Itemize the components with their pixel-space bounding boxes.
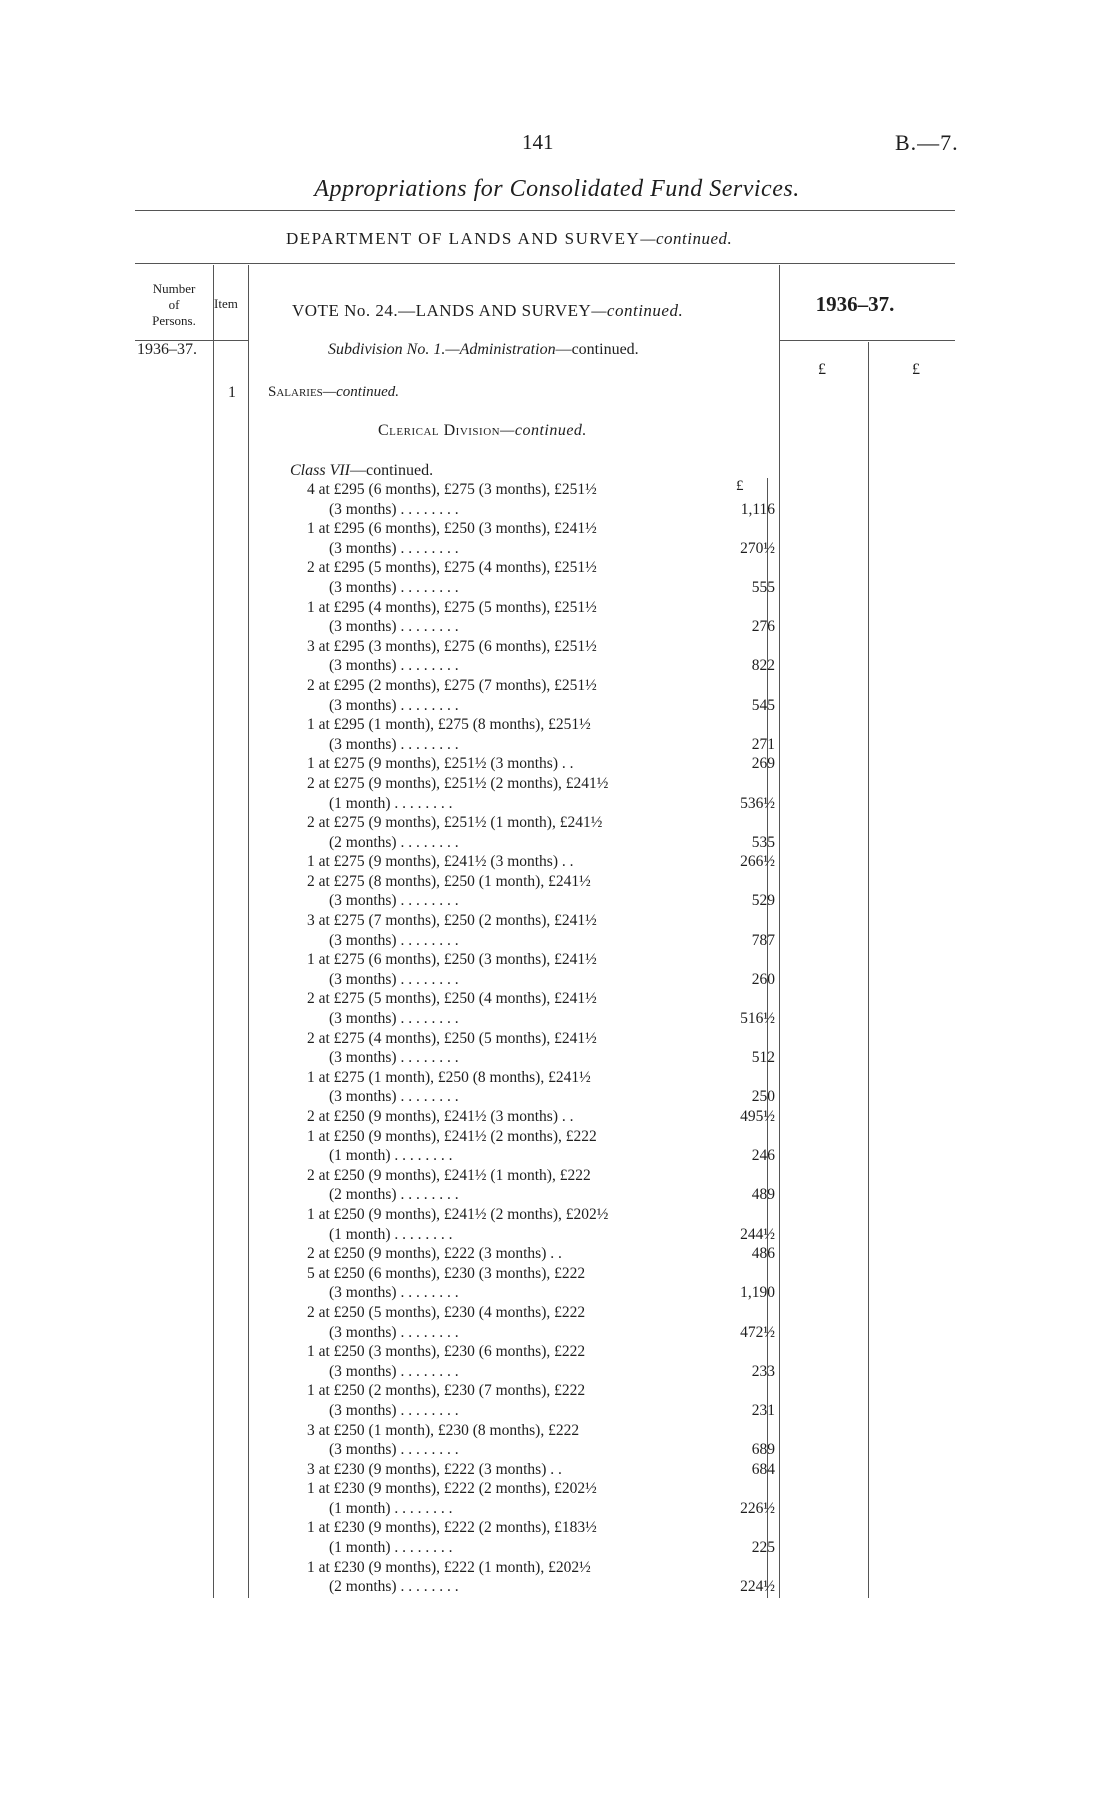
entry-description: 3 at £250 (1 month), £230 (8 months), £222: [307, 1421, 580, 1439]
entry-amount: 684: [751, 1460, 775, 1478]
entry-description-continued: (1 month) . . . . . . . .: [329, 794, 453, 812]
salary-entry: [307, 1303, 797, 1342]
page-number: 141: [522, 130, 554, 154]
persons-header-line: Number: [152, 281, 196, 296]
salary-entry: [307, 1342, 797, 1381]
entry-description: 1 at £250 (9 months), £241½ (2 months), £202½: [307, 1205, 609, 1223]
class-label: Class VII: [290, 462, 350, 479]
class-heading: [290, 462, 433, 480]
entry-description: 2 at £275 (5 months), £250 (4 months), £241½: [307, 990, 597, 1008]
entry-amount: 512: [751, 1049, 775, 1067]
entry-description: 1 at £250 (3 months), £230 (6 months), £222: [307, 1343, 586, 1361]
entry-description: 3 at £295 (3 months), £275 (6 months), £251½: [307, 637, 597, 655]
salary-entry: [307, 715, 797, 754]
entry-description: 1 at £275 (9 months), £241½ (3 months) . .: [307, 853, 574, 871]
entry-amount: 270½: [740, 539, 775, 557]
entry-amount: 244½: [740, 1225, 775, 1243]
salary-entry: [307, 637, 797, 676]
entry-description: 2 at £250 (5 months), £230 (4 months), £222: [307, 1303, 586, 1321]
salary-entry: [307, 1205, 797, 1244]
salary-entry: [307, 1068, 797, 1107]
title-rule: [135, 210, 955, 211]
entry-amount: 260: [751, 970, 775, 988]
salary-entry: [307, 1558, 797, 1597]
entry-amount: 489: [751, 1186, 775, 1204]
vote-heading: [292, 301, 683, 321]
entry-description: 1 at £230 (9 months), £222 (1 month), £202½: [307, 1558, 591, 1576]
entry-description-continued: (3 months) . . . . . . . .: [329, 931, 459, 949]
salary-entry: [307, 1421, 797, 1460]
entry-description-continued: (1 month) . . . . . . . .: [329, 1539, 453, 1557]
entry-description-continued: (3 months) . . . . . . . .: [329, 1049, 459, 1067]
salary-entry: [307, 852, 797, 872]
salary-entry: [307, 911, 797, 950]
entry-amount: 224½: [740, 1578, 775, 1596]
salary-entry: [307, 1244, 797, 1264]
entry-amount: 269: [751, 755, 775, 773]
salary-entry: [307, 519, 797, 558]
entry-description: 2 at £275 (9 months), £251½ (2 months), £241½: [307, 774, 609, 792]
entry-description-continued: (3 months) . . . . . . . .: [329, 657, 459, 675]
entry-description-continued: (1 month) . . . . . . . .: [329, 1147, 453, 1165]
salary-entry: [307, 1029, 797, 1068]
entry-description-continued: (3 months) . . . . . . . .: [329, 1362, 459, 1380]
entry-amount: 276: [751, 618, 775, 636]
salary-entry: [307, 558, 797, 597]
entry-amount: 1,190: [740, 1284, 775, 1302]
entry-amount: 472½: [740, 1323, 775, 1341]
salary-entry: [307, 774, 797, 813]
item-column-header: Item: [214, 296, 238, 311]
entry-description: 2 at £250 (9 months), £241½ (1 month), £222: [307, 1166, 591, 1184]
entry-description-continued: (3 months) . . . . . . . .: [329, 578, 459, 596]
entry-description: 1 at £250 (9 months), £241½ (2 months), £222: [307, 1127, 597, 1145]
vote-title: VOTE No. 24.—LANDS AND SURVEY: [292, 301, 592, 320]
salary-entry: [307, 989, 797, 1028]
entry-description-continued: (3 months) . . . . . . . .: [329, 970, 459, 988]
entry-description-continued: (3 months) . . . . . . . .: [329, 696, 459, 714]
entry-amount: 250: [751, 1088, 775, 1106]
entry-description: 1 at £230 (9 months), £222 (2 months), £183½: [307, 1519, 597, 1537]
salary-entry: [307, 1479, 797, 1518]
class-suffix: —continued.: [350, 462, 434, 479]
entry-amount: 266½: [740, 853, 775, 871]
entry-description-continued: (3 months) . . . . . . . .: [329, 618, 459, 636]
salary-entry: [307, 1460, 797, 1480]
entry-description-continued: (3 months) . . . . . . . .: [329, 735, 459, 753]
subdivision-heading: [328, 341, 639, 359]
entry-description: 1 at £275 (9 months), £251½ (3 months) . .: [307, 755, 574, 773]
entry-description-continued: (2 months) . . . . . . . .: [329, 1186, 459, 1204]
entry-amount: 246: [751, 1147, 775, 1165]
salary-entry: [307, 480, 797, 519]
persons-column-divider: [213, 265, 214, 1598]
entry-description: 2 at £275 (8 months), £250 (1 month), £241½: [307, 872, 591, 890]
entry-description: 2 at £295 (2 months), £275 (7 months), £251½: [307, 676, 597, 694]
item-header-rule: [213, 340, 248, 341]
entry-description: 2 at £250 (9 months), £241½ (3 months) . .: [307, 1108, 574, 1125]
entry-description-continued: (2 months) . . . . . . . .: [329, 1578, 459, 1596]
item-suffix: —continued.: [322, 384, 400, 400]
entry-description: 1 at £275 (1 month), £250 (8 months), £241½: [307, 1068, 591, 1086]
subdivision-suffix: —continued.: [555, 341, 639, 358]
persons-header-line: Persons.: [152, 313, 196, 328]
entry-amount: 545: [751, 696, 775, 714]
entry-description: 4 at £295 (6 months), £275 (3 months), £251½: [307, 481, 597, 498]
salary-entry: [307, 1127, 797, 1166]
entry-description: 3 at £275 (7 months), £250 (2 months), £241½: [307, 912, 597, 930]
entry-description: 2 at £250 (9 months), £222 (3 months) . .: [307, 1245, 562, 1263]
department-suffix: —continued.: [640, 229, 733, 248]
division-label: Clerical Division: [378, 422, 501, 439]
entry-description: 3 at £230 (9 months), £222 (3 months) . .: [307, 1460, 562, 1478]
entry-amount: 555: [751, 578, 775, 596]
entry-description: 1 at £275 (6 months), £250 (3 months), £241½: [307, 951, 597, 969]
item-label: Salaries: [268, 384, 323, 400]
vote-suffix: —continued.: [591, 301, 684, 320]
persons-year-label: 1936–37.: [137, 341, 197, 358]
entry-amount: 231: [751, 1401, 775, 1419]
entry-description-continued: (3 months) . . . . . . . .: [329, 1010, 459, 1028]
salary-entry: [307, 598, 797, 637]
entry-description: 2 at £275 (9 months), £251½ (1 month), £241½: [307, 814, 603, 832]
entry-description: 2 at £275 (4 months), £250 (5 months), £241½: [307, 1029, 597, 1047]
currency-symbol-1: £: [818, 361, 826, 378]
entry-amount: 271: [751, 735, 775, 753]
entry-amount: 822: [751, 657, 775, 675]
entry-description-continued: (3 months) . . . . . . . .: [329, 1284, 459, 1302]
entry-description-continued: (1 month) . . . . . . . .: [329, 1499, 453, 1517]
item-column-divider: [248, 265, 249, 1598]
department-heading: [286, 229, 732, 249]
entry-amount: 535: [751, 833, 775, 851]
entry-description-continued: (3 months) . . . . . . . .: [329, 500, 459, 518]
entry-amount: 495½: [740, 1108, 775, 1125]
entry-description-continued: (3 months) . . . . . . . .: [329, 1323, 459, 1341]
salary-entry: [307, 1107, 797, 1127]
entry-description-continued: (3 months) . . . . . . . .: [329, 1441, 459, 1459]
salary-entry: [307, 813, 797, 852]
entry-amount: 233: [751, 1362, 775, 1380]
entry-description-continued: (3 months) . . . . . . . .: [329, 539, 459, 557]
salary-entry: [307, 1166, 797, 1205]
amount-column-divider: [868, 342, 869, 1598]
salary-entry: [307, 754, 797, 774]
document-reference: B.—7.: [895, 130, 959, 155]
amount-header-rule: [780, 340, 955, 341]
entry-amount: 787: [751, 931, 775, 949]
salary-entry: [307, 872, 797, 911]
entry-description: 1 at £230 (9 months), £222 (2 months), £202½: [307, 1480, 597, 1498]
page-title: Appropriations for Consolidated Fund Services.: [314, 176, 800, 202]
entry-description: 1 at £250 (2 months), £230 (7 months), £222: [307, 1382, 586, 1400]
entry-description-continued: (2 months) . . . . . . . .: [329, 833, 459, 851]
entry-amount: 486: [751, 1245, 775, 1263]
entry-description-continued: (1 month) . . . . . . . .: [329, 1225, 453, 1243]
entry-description: 5 at £250 (6 months), £230 (3 months), £222: [307, 1264, 586, 1282]
entry-amount: 225: [751, 1539, 775, 1557]
table-top-rule: [135, 263, 955, 264]
department-name: DEPARTMENT OF LANDS AND SURVEY: [286, 229, 641, 248]
salary-entry: [307, 950, 797, 989]
item-heading: [268, 384, 399, 401]
entry-amount: 536½: [740, 794, 775, 812]
entry-description: 2 at £295 (5 months), £275 (4 months), £251½: [307, 559, 597, 577]
salary-entries-list: [307, 480, 797, 1597]
entry-amount: 1,116: [740, 500, 775, 518]
entry-amount: 529: [751, 892, 775, 910]
entry-description: 1 at £295 (4 months), £275 (5 months), £251½: [307, 598, 597, 616]
salary-entry: [307, 676, 797, 715]
division-suffix: —continued.: [500, 422, 587, 439]
entry-description: 1 at £295 (1 month), £275 (8 months), £251½: [307, 716, 591, 734]
salary-entry: [307, 1264, 797, 1303]
persons-column-header: [138, 281, 210, 329]
item-number: 1: [228, 384, 236, 401]
entry-amount: 516½: [740, 1010, 775, 1028]
currency-symbol-2: £: [912, 361, 920, 378]
entry-amount: 689: [751, 1441, 775, 1459]
entry-description-continued: (3 months) . . . . . . . .: [329, 1401, 459, 1419]
salary-entry: [307, 1381, 797, 1420]
salary-entry: [307, 1518, 797, 1557]
entry-description: 1 at £295 (6 months), £250 (3 months), £241½: [307, 520, 597, 538]
persons-header-line: of: [168, 297, 180, 312]
entry-amount: 226½: [740, 1499, 775, 1517]
subtotal-currency-symbol: £: [736, 478, 744, 494]
entry-description-continued: (3 months) . . . . . . . .: [329, 1088, 459, 1106]
division-heading: [378, 422, 587, 440]
entry-description-continued: (3 months) . . . . . . . .: [329, 892, 459, 910]
subdivision-label: Subdivision No. 1.—Administration: [328, 341, 556, 358]
year-column-header: 1936–37.: [815, 292, 895, 316]
